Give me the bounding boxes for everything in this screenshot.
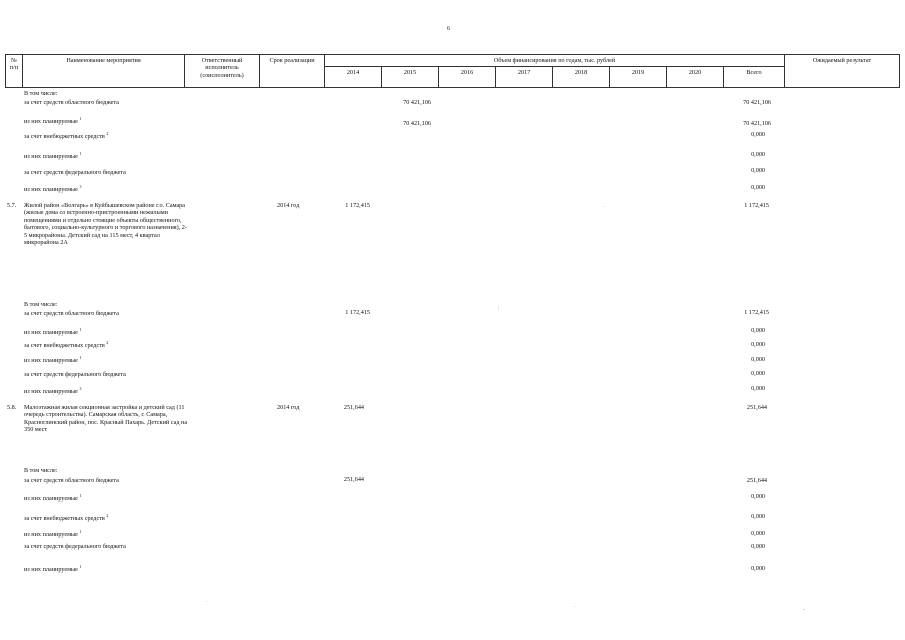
- item-name: Жилой район «Волгарь» в Куйбышевском районе г.о. Самара (жилые дома со встроенно-пристроенными нежилыми помещениями и отдельно стоящие объекты общественного, бытового, социально-культурного и торгового назначения), 2-5 микрорайоны. Детский сад на 115 мест, 4 квартал микрорайона 2А: [24, 202, 187, 247]
- page-number: 6: [447, 26, 450, 32]
- header-year-2016: 2016: [438, 66, 496, 88]
- header-term: Срок реализации: [259, 54, 325, 88]
- header-year-2015: 2015: [381, 66, 439, 88]
- item-term: 2014 год: [277, 202, 300, 209]
- row-label: за счет средств областного бюджета: [24, 310, 119, 317]
- row-label: из них планируемые $^1$: [24, 326, 82, 336]
- value-total: 0,000: [751, 530, 765, 537]
- including-label: В том числе:: [24, 90, 58, 97]
- including-label: В том числе:: [24, 467, 58, 474]
- scan-speck: ⋮: [496, 307, 501, 312]
- value-total: 70 421,106: [743, 120, 771, 127]
- value-2014: 1 172,415: [345, 309, 370, 316]
- header-responsible: Ответственный исполнитель (соисполнитель): [184, 54, 260, 88]
- value-total: 0,000: [751, 131, 765, 138]
- row-label: за счет средств федерального бюджета: [24, 169, 126, 176]
- header-year-2014: 2014: [324, 66, 382, 88]
- value-total: 0,000: [751, 370, 765, 377]
- row-label: за счет внебюджетных средств $^2$: [24, 339, 109, 349]
- row-label: за счет внебюджетных средств $^2$: [24, 130, 109, 140]
- row-label: за счет средств областного бюджета: [24, 477, 119, 484]
- value-total: 0,000: [751, 385, 765, 392]
- row-label: за счет средств федерального бюджета: [24, 543, 126, 550]
- scan-speck: -: [803, 608, 805, 613]
- header-result: Ожидаемый результат: [784, 54, 900, 88]
- header-year-2018: 2018: [552, 66, 610, 88]
- value-2014: 251,644: [343, 404, 364, 411]
- header-financing: Объем финансирования по годам, тыс. рублей: [324, 54, 785, 67]
- value-total: 0,000: [751, 356, 765, 363]
- row-label: за счет внебюджетных средств $^2$: [24, 512, 109, 522]
- value-total: 251,644: [746, 477, 767, 484]
- item-number: 5.8.: [7, 404, 17, 411]
- scan-speck: ·: [206, 600, 208, 605]
- value-total: 0,000: [751, 184, 765, 191]
- including-label: В том числе:: [24, 301, 58, 308]
- row-label: за счет средств областного бюджета: [24, 99, 119, 106]
- value-total: 0,000: [751, 493, 765, 500]
- header-name: Наименование мероприятия: [22, 54, 185, 88]
- row-label: из них планируемые $^1$: [24, 354, 82, 364]
- value-total: 251,644: [746, 404, 767, 411]
- value-total: 0,000: [751, 565, 765, 572]
- header-no: № п/п: [5, 54, 23, 88]
- value-total: 1 172,415: [744, 202, 769, 209]
- value-total: 1 172,415: [744, 309, 769, 316]
- value-2014: 1 172,415: [345, 202, 370, 209]
- value-total: 0,000: [751, 327, 765, 334]
- row-label: из них планируемые $^3$: [24, 385, 82, 395]
- row-label: из них планируемые $^1$: [24, 115, 82, 125]
- value-total: 0,000: [751, 167, 765, 174]
- value-2015: 70 421,106: [403, 120, 431, 127]
- value-total: 0,000: [751, 513, 765, 520]
- value-2015: 70 421,106: [403, 99, 431, 106]
- item-number: 5.7.: [7, 202, 17, 209]
- scan-speck: ·: [604, 205, 606, 210]
- row-label: из них планируемые $^1$: [24, 563, 82, 573]
- value-total: 0,000: [751, 341, 765, 348]
- row-label: из них планируемые $^1$: [24, 528, 82, 538]
- row-label: за счет средств федерального бюджета: [24, 371, 126, 378]
- item-term: 2014 год: [277, 404, 300, 411]
- value-total: 70 421,106: [743, 99, 771, 106]
- value-total: 0,000: [751, 151, 765, 158]
- header-year-2020: 2020: [666, 66, 724, 88]
- scan-speck: ·: [574, 605, 576, 610]
- item-name: Малоэтажная жилая секционная застройка и детский сад (11 очередь строительства). Самарская область, г. Самара, Красноглинский район, пос. Красный Пахарь. Детский сад на 350 мест: [24, 404, 188, 434]
- row-label: из них планируемые $^3$: [24, 183, 82, 193]
- row-label: из них планируемые $^1$: [24, 150, 82, 160]
- row-label: из них планируемые $^1$: [24, 492, 82, 502]
- header-total: Всего: [723, 66, 785, 88]
- value-2014: 251,644: [343, 476, 364, 483]
- value-total: 0,000: [751, 543, 765, 550]
- header-year-2017: 2017: [495, 66, 553, 88]
- header-year-2019: 2019: [609, 66, 667, 88]
